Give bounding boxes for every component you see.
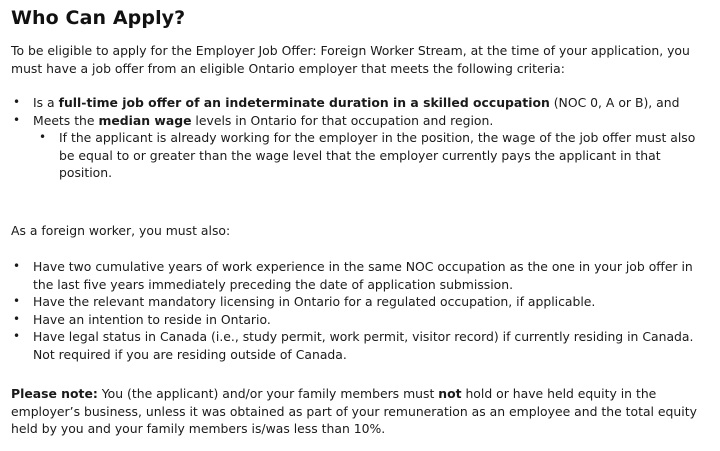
criteria-item-bold: full-time job offer of an indeterminate duration in a skilled occupation xyxy=(58,95,550,110)
intro-paragraph: To be eligible to apply for the Employer Job Offer: Foreign Worker Stream, at the time of your application, you must have a job offer from an eligible Ontario employer that meets the following criteria: xyxy=(11,43,690,76)
bullet-icon: • xyxy=(13,112,21,127)
foreign-item-text: Have legal status in Canada (i.e., study permit, work permit, visitor record) if currently residing in Canada. Not required if you are residing outside of Canada. xyxy=(33,329,694,362)
criteria-subitem-text: If the applicant is already working for the employer in the position, the wage of the job offer must also be equal to or greater than the wage level that the employer currently pays the applicant in that position. xyxy=(59,130,696,180)
criteria-subitem-existing-employee xyxy=(11,129,701,182)
bullet-icon: • xyxy=(13,95,21,109)
please-note-label: Please note: xyxy=(11,386,98,401)
note-bold: not xyxy=(438,386,462,401)
note-text: You (the applicant) and/or your family members must xyxy=(97,386,439,401)
bullet-icon: • xyxy=(39,130,47,144)
page-title: Who Can Apply? xyxy=(11,7,186,29)
foreign-item-legal-status xyxy=(11,328,701,363)
foreign-worker-intro: As a foreign worker, you must also: xyxy=(11,223,231,238)
criteria-item-median-wage xyxy=(11,112,701,130)
criteria-list xyxy=(11,94,701,182)
foreign-worker-list xyxy=(11,258,701,363)
please-note-paragraph xyxy=(11,385,701,438)
foreign-item-residence xyxy=(11,311,701,329)
foreign-item-licensing xyxy=(11,293,701,311)
bullet-icon: • xyxy=(13,311,21,326)
criteria-item-full-time xyxy=(11,94,701,112)
criteria-item-text: (NOC 0, A or B), and xyxy=(549,95,680,110)
foreign-item-text: Have the relevant mandatory licensing in Ontario for a regulated occupation, if applicable. xyxy=(33,294,596,309)
bullet-icon: • xyxy=(13,294,21,308)
criteria-item-text: levels in Ontario for that occupation and region. xyxy=(191,112,494,128)
foreign-item-experience xyxy=(11,258,701,293)
criteria-item-bold: median wage xyxy=(98,112,192,128)
note-text: hold or have held equity in the employer’s business, unless it was obtained as part of your remuneration as an employee and the total equity held by you and your family members is/was less than 10%. xyxy=(11,386,697,436)
foreign-item-text: Have two cumulative years of work experience in the same NOC occupation as the one in your job offer in the last five years immediately preceding the date of application submission. xyxy=(33,259,693,292)
bullet-icon: • xyxy=(13,329,21,343)
foreign-item-text: Have an intention to reside in Ontario. xyxy=(33,311,271,327)
bullet-icon: • xyxy=(13,259,21,273)
criteria-item-text: Is a xyxy=(33,95,59,110)
criteria-item-text: Meets the xyxy=(33,112,99,128)
